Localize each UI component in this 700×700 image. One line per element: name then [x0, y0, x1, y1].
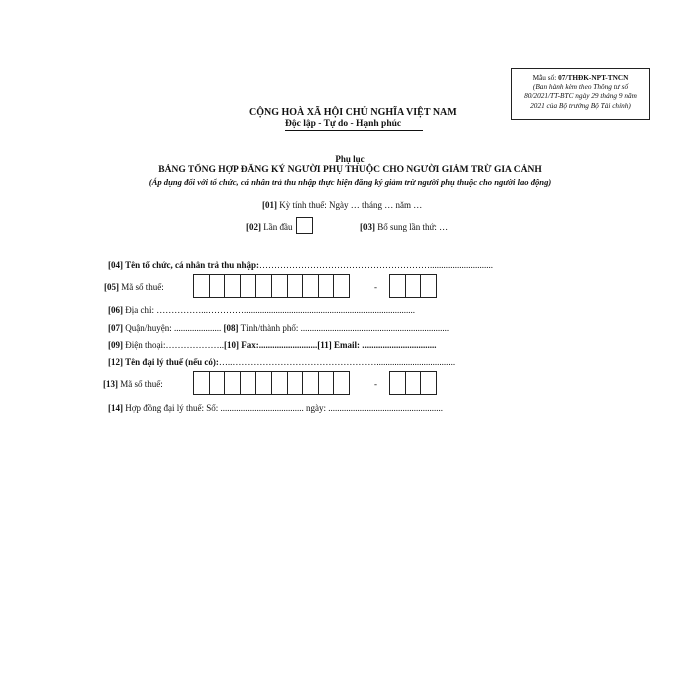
form-code-box: [511, 68, 650, 120]
tax-code-suffix-box[interactable]: [405, 274, 422, 298]
tax-code-digit-box[interactable]: [193, 274, 210, 298]
field-code-09: [09]: [108, 340, 123, 350]
address-field[interactable]: [108, 305, 415, 315]
tax-code-digit-box[interactable]: [240, 274, 257, 298]
national-motto: Độc lập - Tự do - Hạnh phúc: [285, 119, 402, 129]
tax-agent-name-field[interactable]: [108, 357, 455, 367]
address-label: Địa chỉ: ……………...…………............................................................................: [123, 305, 415, 315]
tax-code-digit-box[interactable]: [287, 274, 304, 298]
motto-underline: [285, 130, 423, 131]
payer-tax-code-suffix-boxes[interactable]: [389, 274, 436, 298]
tax-period-label: Kỳ tính thuế: Ngày … tháng … năm …: [277, 200, 423, 210]
email-label: Email: .................................: [331, 340, 437, 350]
agent-tax-code-suffix-boxes[interactable]: [389, 371, 436, 395]
tax-code-digit-box[interactable]: [255, 274, 272, 298]
district-province-field[interactable]: [108, 323, 449, 333]
tax-code-digit-box[interactable]: [271, 371, 288, 395]
payer-name-label: [04] Tên tổ chức, cá nhân trả thu nhập:: [108, 260, 260, 270]
tax-code-suffix-box[interactable]: [420, 274, 437, 298]
field-code-06: [06]: [108, 305, 123, 315]
first-time-field: [246, 222, 293, 232]
agent-tax-code-boxes[interactable]: [193, 371, 349, 395]
tax-code-digit-box[interactable]: [302, 274, 319, 298]
tax-code-dash: -: [374, 282, 377, 292]
document-subtitle: (Áp dụng đối với tổ chức, cá nhân trả thu nhập thực hiện đăng ký giảm trừ người phụ thuộc cho người lao động): [148, 177, 552, 187]
country-name: CỘNG HOÀ XÃ HỘI CHỦ NGHĨA VIỆT NAM: [249, 107, 457, 118]
appendix-label: Phụ lục: [335, 154, 365, 164]
tax-code-digit-box[interactable]: [240, 371, 257, 395]
form-issued-line-3: 2021 của Bộ trưởng Bộ Tài chính): [530, 100, 631, 110]
agent-contract-label: Hợp đồng đại lý thuế: Số: ..................................... ngày: ...................................................: [123, 403, 444, 413]
field-code-01: [01]: [262, 200, 277, 210]
tax-code-digit-box[interactable]: [318, 371, 335, 395]
tax-code-digit-box[interactable]: [193, 371, 210, 395]
tax-agent-name-label: [12] Tên đại lý thuế (nếu có):: [108, 357, 219, 367]
tax-code-suffix-box[interactable]: [420, 371, 437, 395]
field-code-10: [10]: [224, 340, 239, 350]
payer-name-field[interactable]: [108, 260, 493, 270]
tax-code-digit-box[interactable]: [224, 274, 241, 298]
tax-code-digit-box[interactable]: [302, 371, 319, 395]
agent-contract-field[interactable]: [108, 403, 443, 413]
payer-tax-code-boxes[interactable]: [193, 274, 349, 298]
tax-code-digit-box[interactable]: [255, 371, 272, 395]
field-code-07: [07]: [108, 323, 123, 333]
tax-code-digit-box[interactable]: [209, 274, 226, 298]
tax-code-suffix-box[interactable]: [405, 371, 422, 395]
fax-label: Fax:..........................: [239, 340, 318, 350]
tax-code-digit-box[interactable]: [333, 274, 350, 298]
form-issued-line-1: (Ban hành kèm theo Thông tư số: [532, 82, 629, 92]
form-issued-line-2: 80/2021/TT-BTC ngày 29 tháng 9 năm: [524, 91, 637, 101]
province-label: Tỉnh/thành phố: ..................................................................: [238, 323, 450, 333]
supplement-label: Bổ sung lần thứ: …: [375, 222, 449, 232]
tax-code-digit-box[interactable]: [209, 371, 226, 395]
field-code-02: [02]: [246, 222, 261, 232]
agent-tax-code-dash: -: [374, 379, 377, 389]
form-code-prefix: Mẫu số:: [532, 73, 559, 82]
tax-code-digit-box[interactable]: [224, 371, 241, 395]
tax-code-digit-box[interactable]: [287, 371, 304, 395]
document-title: BẢNG TỔNG HỢP ĐĂNG KÝ NGƯỜI PHỤ THUỘC CHO NGƯỜI GIẢM TRỪ GIA CẢNH: [158, 165, 542, 175]
field-code-11: [11]: [317, 340, 332, 350]
tax-period-field: [262, 200, 422, 210]
field-code-13: [13]: [103, 379, 118, 389]
tax-code-digit-box[interactable]: [271, 274, 288, 298]
form-code-line: [512, 73, 649, 82]
payer-tax-code-text: Mã số thuế:: [119, 282, 164, 292]
tax-agent-name-dots: …..…………………………………………...................................: [218, 357, 456, 367]
contact-field[interactable]: [108, 340, 437, 350]
phone-label: Điện thoại:………………..: [123, 340, 224, 350]
supplement-field: [360, 222, 448, 232]
payer-tax-code-label: [104, 282, 164, 292]
tax-code-suffix-box[interactable]: [389, 274, 406, 298]
agent-tax-code-text: Mã số thuế:: [118, 379, 163, 389]
agent-tax-code-label: [103, 379, 163, 389]
district-label: Quận/huyện: .....................: [123, 323, 224, 333]
tax-code-suffix-box[interactable]: [389, 371, 406, 395]
field-code-05: [05]: [104, 282, 119, 292]
first-time-label: Lần đầu: [261, 222, 293, 232]
tax-code-digit-box[interactable]: [318, 274, 335, 298]
form-code: 07/THĐK-NPT-TNCN: [558, 73, 629, 82]
tax-code-digit-box[interactable]: [333, 371, 350, 395]
field-code-14: [14]: [108, 403, 123, 413]
payer-name-dots: …………………………………………………............................: [259, 260, 494, 270]
field-code-08: [08]: [223, 323, 239, 333]
field-code-03: [03]: [360, 222, 375, 232]
first-time-checkbox[interactable]: [296, 217, 313, 234]
